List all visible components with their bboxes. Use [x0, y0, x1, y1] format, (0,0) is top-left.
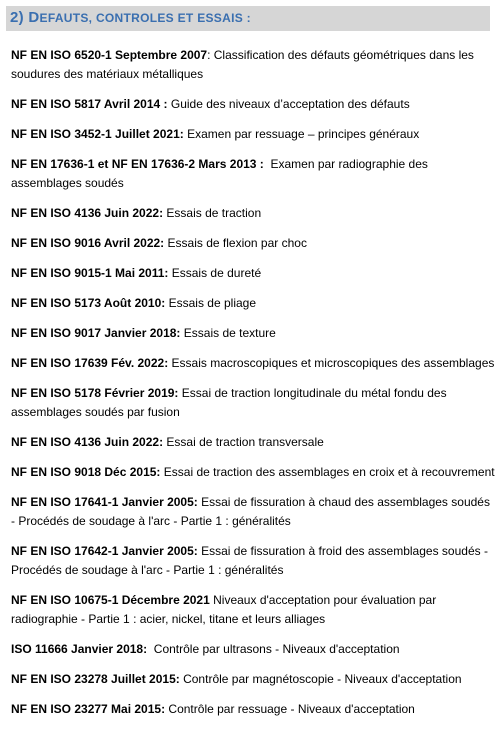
standard-entry [11, 155, 495, 193]
standard-description: Guide des niveaux d’acceptation des défauts [170, 97, 410, 111]
standard-description: Contrôle par ultrasons - Niveaux d'acceptation [153, 642, 400, 656]
standard-reference: NF EN ISO 5178 Février 2019: [11, 386, 179, 400]
standard-description: Examen par ressuage – principes généraux [187, 127, 420, 141]
standard-reference: NF EN ISO 5173 Août 2010: [11, 296, 166, 310]
standard-entry [11, 433, 495, 452]
standard-entry [11, 354, 495, 373]
standard-description: Examen par radiographie des assemblages soudés [11, 157, 428, 190]
standard-description: Essai de fissuration à chaud des assemblages soudés - Procédés de soudage à l'arc - Partie 1 : généralités [11, 495, 490, 528]
standard-reference: NF EN ISO 6520-1 Septembre 2007 [11, 48, 208, 62]
standard-reference: NF EN ISO 9015-1 Mai 2011: [11, 266, 169, 280]
standard-entry [11, 640, 495, 659]
standard-reference: NF EN 17636-1 et NF EN 17636-2 Mars 2013 : [11, 157, 264, 171]
standard-description: Essais macroscopiques et microscopiques des assemblages [171, 356, 495, 370]
standard-entry [11, 700, 495, 719]
standard-description: Essai de fissuration à froid des assemblages soudés - Procédés de soudage à l'arc - Partie 1 : généralités [11, 544, 488, 577]
standard-entry [11, 46, 495, 84]
section-title-initial: D [28, 9, 40, 26]
standard-entry [11, 591, 495, 629]
standard-reference: NF EN ISO 23277 Mai 2015: [11, 702, 166, 716]
standard-reference: NF EN ISO 17639 Fév. 2022: [11, 356, 169, 370]
section-number: 2) [10, 9, 24, 26]
standard-reference: NF EN ISO 9017 Janvier 2018: [11, 326, 181, 340]
standard-description: Essais de flexion par choc [167, 236, 307, 250]
standard-reference: NF EN ISO 4136 Juin 2022: [11, 435, 164, 449]
standard-entry [11, 125, 495, 144]
standard-entry [11, 542, 495, 580]
standard-description: Essais de dureté [171, 266, 262, 280]
standard-reference: NF EN ISO 4136 Juin 2022: [11, 206, 164, 220]
standard-description: Essai de traction longitudinale du métal fondu des assemblages soudés par fusion [11, 386, 447, 419]
standard-description: Essais de pliage [168, 296, 257, 310]
standard-entry [11, 463, 495, 482]
standard-entry [11, 264, 495, 283]
standard-reference: NF EN ISO 9016 Avril 2022: [11, 236, 165, 250]
standard-reference: NF EN ISO 23278 Juillet 2015: [11, 672, 180, 686]
standards-list [11, 46, 495, 730]
standard-reference: NF EN ISO 17641-1 Janvier 2005: [11, 495, 198, 509]
standard-entry [11, 384, 495, 422]
standard-entry [11, 95, 495, 114]
standard-description: Niveaux d'acceptation pour évaluation par radiographie - Partie 1 : acier, nickel, titane et leurs alliages [11, 593, 437, 626]
standard-description: Contrôle par magnétoscopie - Niveaux d'acceptation [183, 672, 462, 686]
standard-description: Essai de traction transversale [166, 435, 324, 449]
standard-description: Essais de texture [183, 326, 276, 340]
standard-reference: NF EN ISO 17642-1 Janvier 2005: [11, 544, 198, 558]
standard-reference: ISO 11666 Janvier 2018: [11, 642, 148, 656]
standard-entry [11, 493, 495, 531]
standard-entry [11, 234, 495, 253]
standard-entry [11, 670, 495, 689]
standard-reference: NF EN ISO 10675-1 Décembre 2021 [11, 593, 210, 607]
standard-entry [11, 324, 495, 343]
standard-reference: NF EN ISO 5817 Avril 2014 : [11, 97, 168, 111]
section-title-rest: EFAUTS, CONTROLES ET ESSAIS : [39, 11, 251, 25]
section-heading [6, 6, 490, 31]
standard-entry [11, 294, 495, 313]
standard-description: Essai de traction des assemblages en croix et à recouvrement [163, 465, 495, 479]
standard-description: Contrôle par ressuage - Niveaux d'acceptation [168, 702, 415, 716]
standard-description: Classification des défauts géométriques dans les soudures des matériaux métalliques [11, 48, 474, 81]
standard-reference: NF EN ISO 3452-1 Juillet 2021: [11, 127, 184, 141]
standard-entry [11, 204, 495, 223]
separator: : [207, 48, 214, 62]
standard-description: Essais de traction [166, 206, 262, 220]
separator [147, 642, 154, 656]
standard-reference: NF EN ISO 9018 Déc 2015: [11, 465, 161, 479]
